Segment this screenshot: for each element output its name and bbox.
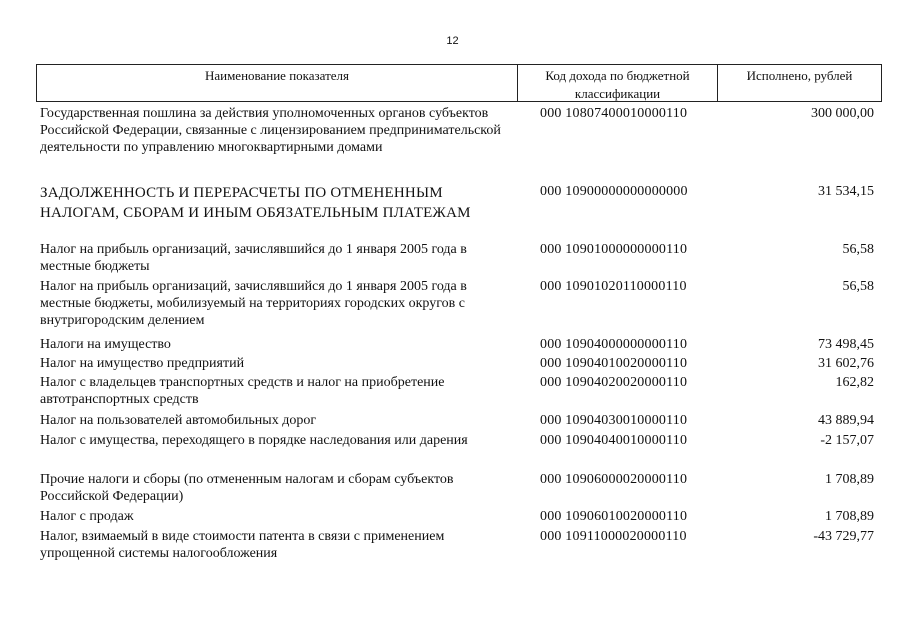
table-row: [40, 177, 880, 241]
table-row: [40, 336, 880, 355]
row-amount: 56,58: [842, 279, 874, 294]
row-code: 000 10904030010000110: [540, 413, 688, 428]
table-row: [40, 105, 880, 177]
row-name: Налог на прибыль организаций, зачислявшийся до 1 января 2005 года в местные бюджеты: [40, 242, 467, 274]
table-row: [40, 432, 880, 471]
page-number: 12: [446, 35, 459, 47]
row-code: 000 10901000000000110: [540, 242, 688, 257]
table-header: [36, 64, 882, 102]
row-name: Налог на пользователей автомобильных дорог: [40, 413, 317, 428]
column-header-name: Наименование показателя: [37, 65, 518, 101]
row-name: Государственная пошлина за действия уполномоченных органов субъектов Российской Федерации, связанные с лицензированием предпринимательской деятельности по управлению многоквартирными домами: [40, 106, 501, 155]
table-row: [40, 412, 880, 432]
column-header-code: Код дохода по бюджетной классификации: [518, 65, 718, 101]
row-amount: 300 000,00: [811, 106, 874, 121]
row-amount: -2 157,07: [820, 433, 874, 448]
row-code: 000 10911000020000110: [540, 529, 687, 544]
row-code: 000 10906010020000110: [540, 509, 688, 524]
row-name: Налог с владельцев транспортных средств и налог на приобретение автотранспортных средств: [40, 375, 445, 407]
row-amount: 43 889,94: [818, 413, 874, 428]
row-name: Налог на прибыль организаций, зачислявшийся до 1 января 2005 года в местные бюджеты, мобилизуемый на территориях городских округов с внутригородским делением: [40, 279, 467, 328]
row-amount: 162,82: [835, 375, 874, 390]
row-code: 000 10904000000000110: [540, 337, 688, 352]
row-code: 000 10901020110000110: [540, 279, 687, 294]
row-code: 000 10906000020000110: [540, 472, 688, 487]
row-name: Прочие налоги и сборы (по отмененным налогам и сборам субъектов Российской Федерации): [40, 472, 454, 504]
row-name: Налоги на имущество: [40, 337, 171, 352]
row-name: Налог с продаж: [40, 509, 134, 524]
table-row: [40, 528, 880, 566]
row-name: ЗАДОЛЖЕННОСТЬ И ПЕРЕРАСЧЕТЫ ПО ОТМЕНЕННЫМ НАЛОГАМ, СБОРАМ И ИНЫМ ОБЯЗАТЕЛЬНЫМ ПЛАТЕЖАМ: [40, 185, 471, 221]
row-code: 000 10807400010000110: [540, 106, 688, 121]
row-amount: 1 708,89: [825, 472, 874, 487]
row-amount: 56,58: [842, 242, 874, 257]
row-name: Налог с имущества, переходящего в порядке наследования или дарения: [40, 433, 468, 448]
table-row: [40, 471, 880, 508]
row-code: 000 10904010020000110: [540, 356, 688, 371]
row-amount: -43 729,77: [813, 529, 874, 544]
row-amount: 73 498,45: [818, 337, 874, 352]
row-name: Налог, взимаемый в виде стоимости патента в связи с применением упрощенной системы налогообложения: [40, 529, 445, 561]
table-body: [40, 105, 880, 566]
table-row: [40, 355, 880, 374]
row-amount: 31 534,15: [818, 184, 874, 199]
row-name: Налог на имущество предприятий: [40, 356, 245, 371]
row-code: 000 10900000000000000: [540, 184, 688, 199]
row-code: 000 10904040010000110: [540, 433, 688, 448]
column-header-amount: Исполнено, рублей: [746, 68, 853, 83]
row-code: 000 10904020020000110: [540, 375, 688, 390]
table-row: [40, 374, 880, 412]
row-amount: 1 708,89: [825, 509, 874, 524]
table-row: [40, 278, 880, 336]
table-row: [40, 241, 880, 278]
row-amount: 31 602,76: [818, 356, 874, 371]
table-row: [40, 508, 880, 528]
